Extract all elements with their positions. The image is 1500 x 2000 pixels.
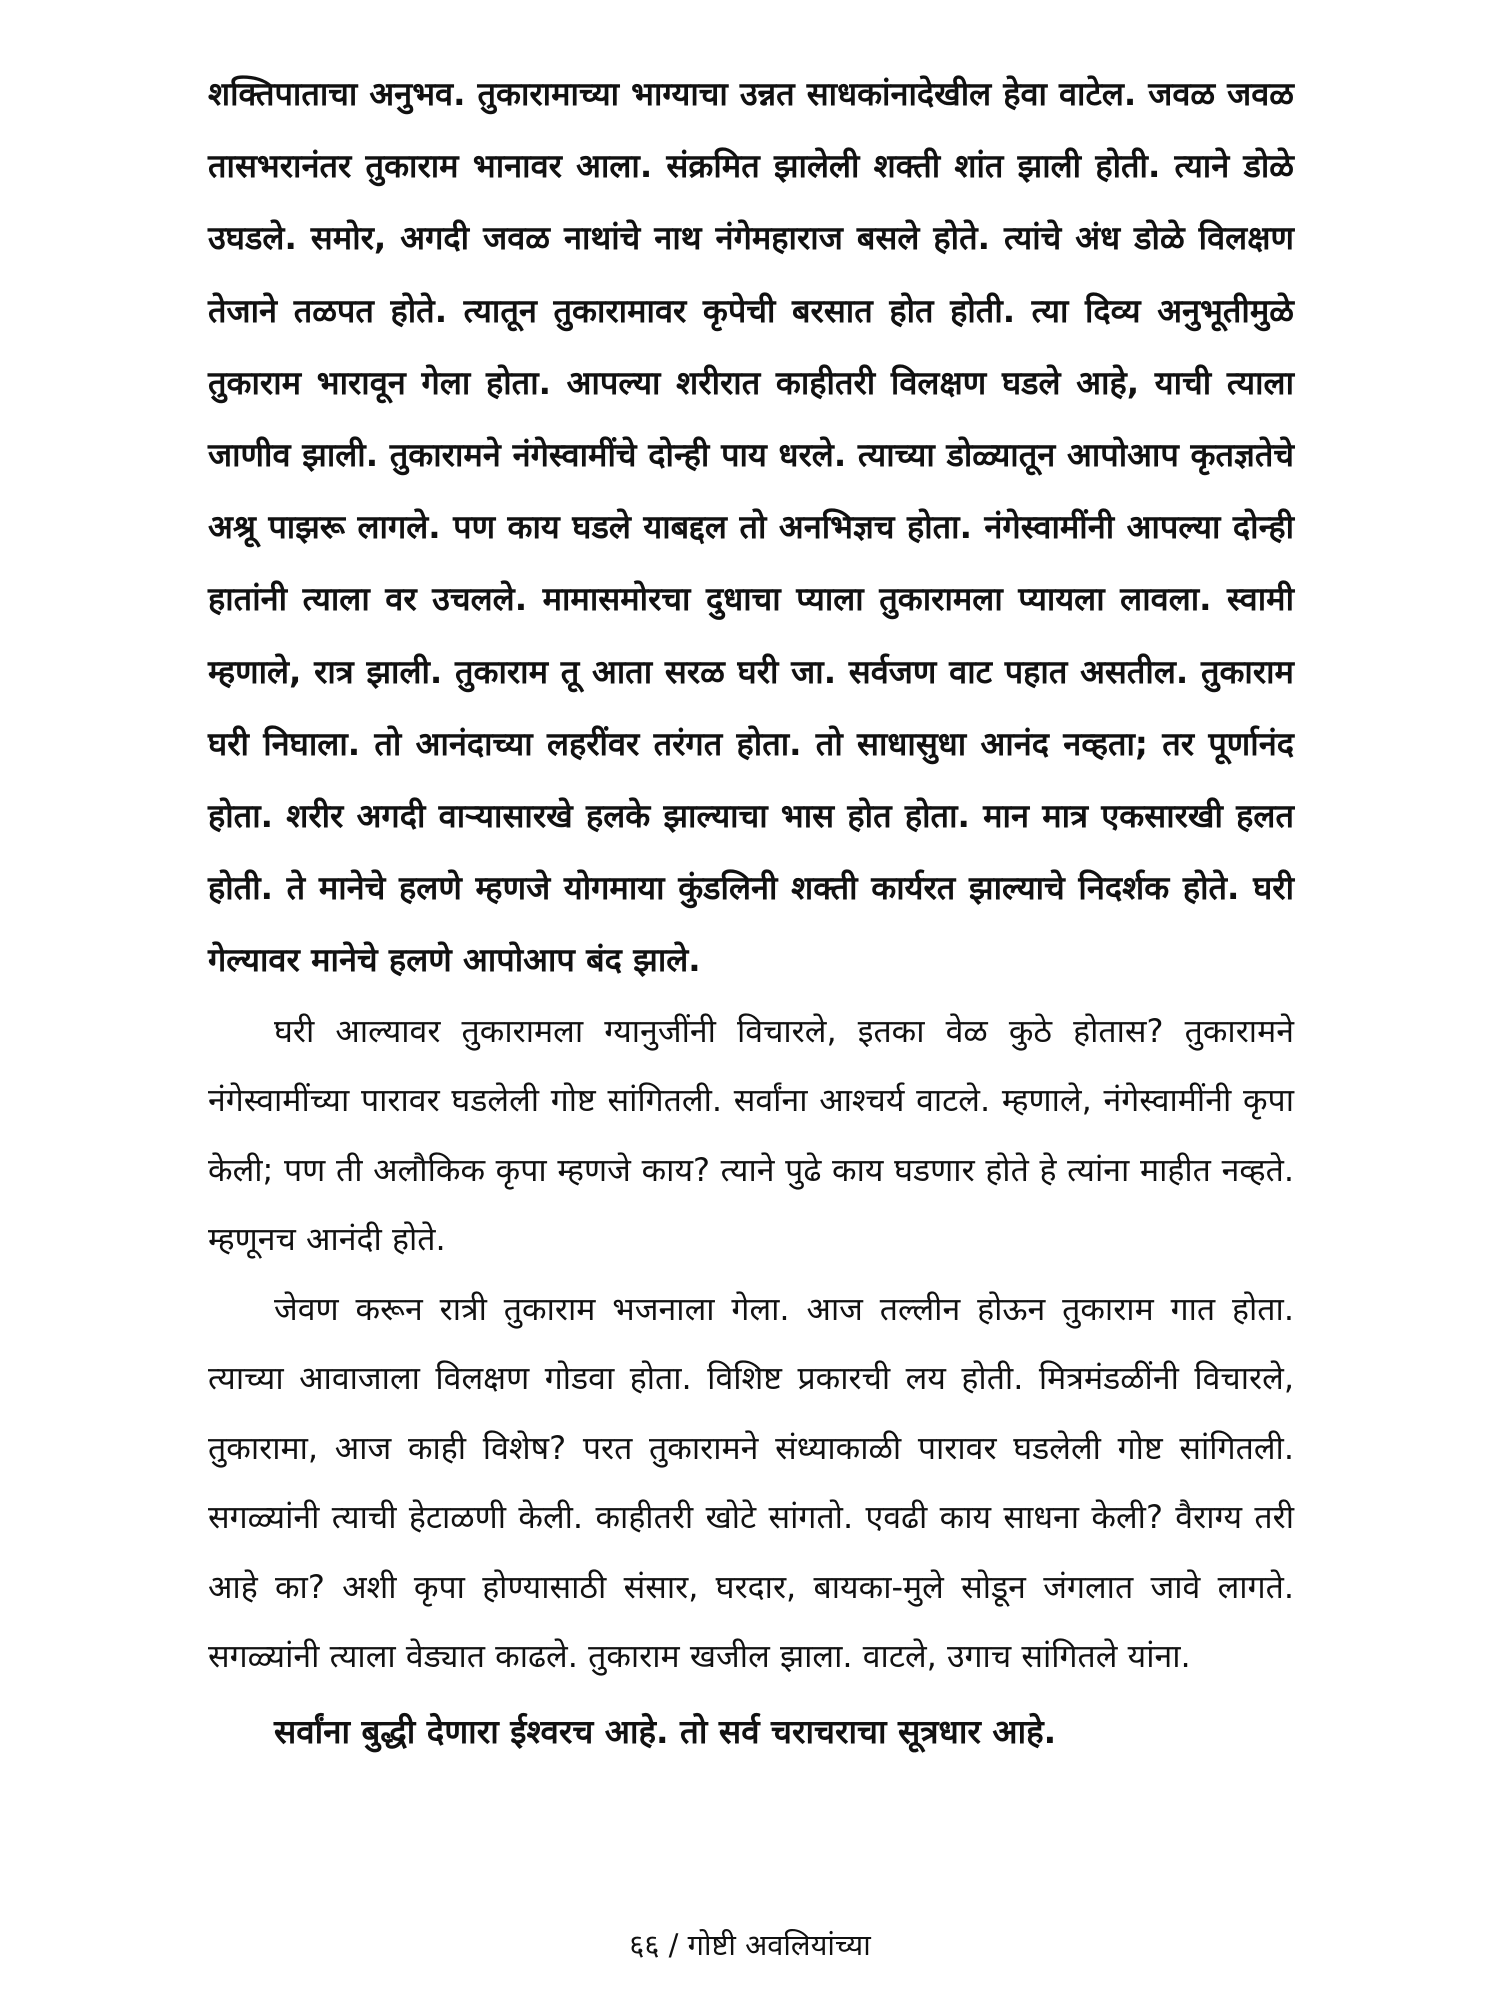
page-body — [208, 58, 1294, 1768]
closing-line: सर्वांना बुद्धी देणारा ईश्वरच आहे. तो सर्व चराचराचा सूत्रधार आहे. — [274, 1711, 1057, 1751]
page-footer: ६६ / गोष्टी अवलियांच्या — [629, 1928, 871, 1962]
paragraph-2: घरी आल्यावर तुकारामला ग्यानुजींनी विचारले, इतका वेळ कुठे होतास? तुकारामने नंगेस्वामींच्या पारावर घडलेली गोष्ट सांगितली. सर्वांना आश्चर्य वाटले. म्हणाले, नंगेस्वामींनी कृपा केली; पण ती अलौकिक कृपा म्हणजे काय? त्याने पुढे काय घडणार होते हे त्यांना माहीत नव्हते. म्हणूनच आनंदी होते. — [208, 1011, 1294, 1259]
paragraph-3: जेवण करून रात्री तुकाराम भजनाला गेला. आज तल्लीन होऊन तुकाराम गात होता. त्याच्या आवाजाला विलक्षण गोडवा होता. विशिष्ट प्रकारची लय होती. मित्रमंडळींनी विचारले, तुकारामा, आज काही विशेष? परत तुकारामने संध्याकाळी पारावर घडलेली गोष्ट सांगितली. सगळ्यांनी त्याची हेटाळणी केली. काहीतरी खोटे सांगतो. एवढी काय साधना केली? वैराग्य तरी आहे का? अशी कृपा होण्यासाठी संसार, घरदार, बायका-मुले सोडून जंगलात जावे लागते. सगळ्यांनी त्याला वेड्यात काढले. तुकाराम खजील झाला. वाटले, उगाच सांगितले यांना. — [208, 1289, 1294, 1676]
paragraph-1: शक्तिपाताचा अनुभव. तुकारामाच्या भाग्याचा उन्नत साधकांनादेखील हेवा वाटेल. जवळ जवळ तासभरानंतर तुकाराम भानावर आला. संक्रमित झालेली शक्ती शांत झाली होती. त्याने डोळे उघडले. समोर, अगदी जवळ नाथांचे नाथ नंगेमहाराज बसले होते. त्यांचे अंध डोळे विलक्षण तेजाने तळपत होते. त्यातून तुकारामावर कृपेची बरसात होत होती. त्या दिव्य अनुभूतीमुळे तुकाराम भारावून गेला होता. आपल्या शरीरात काहीतरी विलक्षण घडले आहे, याची त्याला जाणीव झाली. तुकारामने नंगेस्वामींचे दोन्ही पाय धरले. त्याच्या डोळ्यातून आपोआप कृतज्ञतेचे अश्रू पाझरू लागले. पण काय घडले याबद्दल तो अनभिज्ञच होता. नंगेस्वामींनी आपल्या दोन्ही हातांनी त्याला वर उचलले. मामासमोरचा दुधाचा प्याला तुकारामला प्यायला लावला. स्वामी म्हणाले, रात्र झाली. तुकाराम तू आता सरळ घरी जा. सर्वजण वाट पहात असतील. तुकाराम घरी निघाला. तो आनंदाच्या लहरींवर तरंगत होता. तो साधासुधा आनंद नव्हता; तर पूर्णानंद होता. शरीर अगदी वाऱ्यासारखे हलके झाल्याचा भास होत होता. मान मात्र एकसारखी हलत होती. ते मानेचे हलणे म्हणजे योगमाया कुंडलिनी शक्ती कार्यरत झाल्याचे निदर्शक होते. घरी गेल्यावर मानेचे हलणे आपोआप बंद झाले. — [208, 75, 1294, 980]
